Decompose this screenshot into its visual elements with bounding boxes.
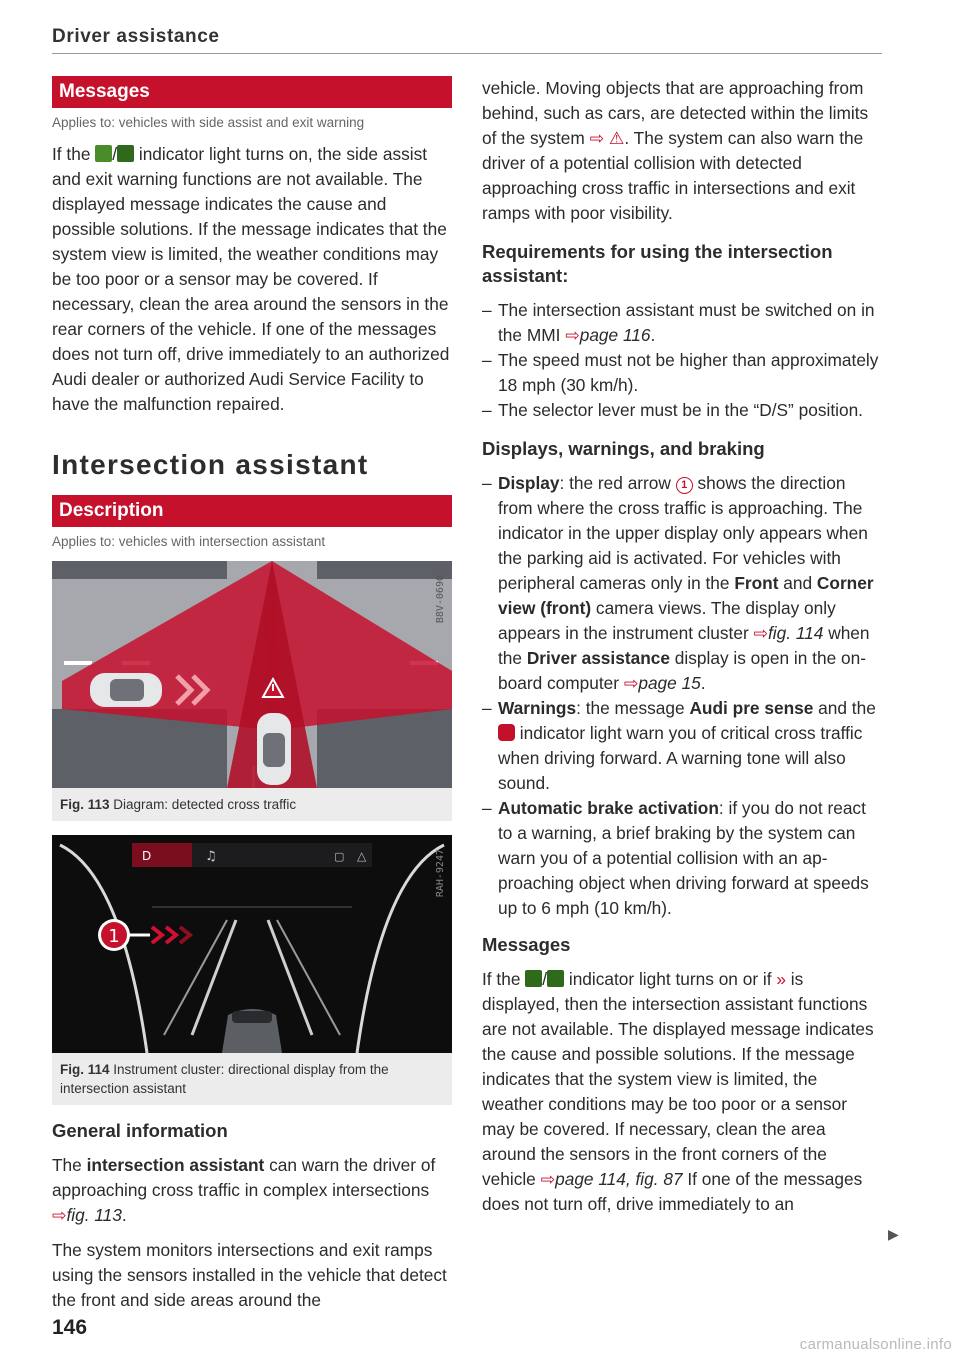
callout-1: 1 [108, 926, 120, 947]
intersection-symbol-icon: » [776, 969, 786, 989]
page-114-link[interactable]: page 114, fig. 87 [555, 1169, 683, 1189]
list-item: – Display: the red arrow 1 shows the direction from where the cross traffic is approaching. The indicator in the upper display only appears when the parking aid is activated. For vehicles with peripheral cameras only in the Front and Corner view (front) camera views. The display only appears in the instrument cluster ⇨fig. 114 when the Driver assistance display is open in the on-board computer ⇨page 15. [482, 471, 882, 696]
messages-right-heading: Messages [482, 934, 571, 955]
list-item: – The speed must not be higher than approximately 18 mph (30 km/h). [482, 348, 882, 398]
displays-heading: Displays, warnings, and braking [482, 438, 765, 459]
fig114-link[interactable]: fig. 114 [768, 623, 824, 643]
instrument-cluster-display [52, 835, 452, 1053]
side-assist-indicator-alt-icon [117, 145, 134, 162]
general-paragraph-1: The intersection assistant can warn the driver of approaching cross traffic in complex intersections ⇨fig. 113. [52, 1155, 436, 1225]
list-item: – Automatic brake activation: if you do not react to a warning, a brief braking by the system can warn you of a potential collision with an approaching object when driving forward at speeds up to 6 mph (10 km/h). [482, 796, 882, 921]
description-heading: Description [52, 495, 452, 527]
warning-triangle-icon[interactable]: ⚠ [608, 128, 625, 148]
callout-1-marker: 1 [676, 477, 693, 494]
left-column [52, 76, 452, 1313]
intersection-indicator-alt-icon [547, 970, 564, 987]
music-icon: ♫ [205, 849, 217, 864]
messages-paragraph: If the / indicator light turns on, the side assist and exit warning functions are not available. The displayed message indicates the cause and possible solutions. If the message indicates that the system view is limited, the weather conditions may be too poor or a sensor may be covered. If necessary, clean the area around the sensors in the rear corners of the vehicle. If one of the messages does not turn off, drive immediately to an authorized Audi dealer or authorized Audi Service Facility to have the malfunction repaired. [52, 144, 450, 414]
list-item: – The intersection assistant must be switched on in the MMI ⇨page 116. [482, 298, 882, 348]
continued-paragraph: vehicle. Moving objects that are approaching from behind, such as cars, are detected within the limits of the system ⇨ ⚠. The system can also warn the driver of a potential collision with detected approaching cross traffic in intersections and exit ramps with poor visibility. [482, 78, 869, 223]
requirements-list [482, 298, 882, 423]
figure-113 [52, 561, 452, 821]
description-applies: Applies to: vehicles with intersection assistant [52, 534, 326, 549]
pre-sense-indicator-icon [498, 724, 515, 741]
fig114-code: RAH-9247 [435, 849, 446, 898]
camera-icon: ▢ [334, 850, 345, 863]
general-paragraph-2: The system monitors intersections and exit ramps using the sensors installed in the vehicle that detect the front and side areas around the [52, 1240, 447, 1310]
section-title: Intersection assistant [52, 449, 369, 480]
right-column [482, 76, 882, 1217]
page-number: 146 [52, 1316, 88, 1339]
fig113-link[interactable]: fig. 113 [66, 1205, 122, 1225]
figure-114 [52, 835, 452, 1105]
fig114-caption: Fig. 114 Instrument cluster: directional display from the intersection assistant [52, 1053, 452, 1105]
messages-right-paragraph: If the / indicator light turns on or if » is displayed, then the intersection assistant functions are not available. The displayed message indicates the cause and possible solutions. If the message indicates that the system view is limited, the weather conditions may be too poor or a sensor may be covered. If necessary, clean the area around the sensors in the front corners of the vehicle ⇨page 114, fig. 87 If one of the messages does not turn off, drive immediately to an [482, 969, 874, 1214]
general-heading: General information [52, 1120, 228, 1141]
page-116-link[interactable]: page 116 [579, 325, 651, 345]
header-title: Driver assistance [52, 26, 220, 47]
messages-heading: Messages [52, 76, 452, 108]
messages-applies: Applies to: vehicles with side assist and exit warning [52, 115, 365, 130]
cluster-d-icon: D [142, 849, 152, 863]
continue-arrow-icon: ▶ [888, 1226, 899, 1242]
intersection-indicator-icon [525, 970, 542, 987]
requirements-heading: Requirements for using the intersection assistant: [482, 241, 833, 286]
fig113-caption: Fig. 113 Diagram: detected cross traffic [52, 788, 452, 821]
list-item: – Warnings: the message Audi pre sense and the indicator light warn you of critical cross traffic when driving forward. A warning tone will also sound. [482, 696, 882, 796]
cross-traffic-diagram [52, 561, 452, 788]
displays-list [482, 471, 882, 921]
side-assist-indicator-icon [95, 145, 112, 162]
watermark: carmanualsonline.info [799, 1336, 952, 1353]
list-item: – The selector lever must be in the “D/S” position. [482, 398, 882, 423]
warning-icon: △ [357, 849, 367, 863]
fig113-code: B8V-0690 [435, 575, 446, 624]
page-15-link[interactable]: page 15 [638, 673, 701, 693]
page-header [52, 24, 882, 54]
